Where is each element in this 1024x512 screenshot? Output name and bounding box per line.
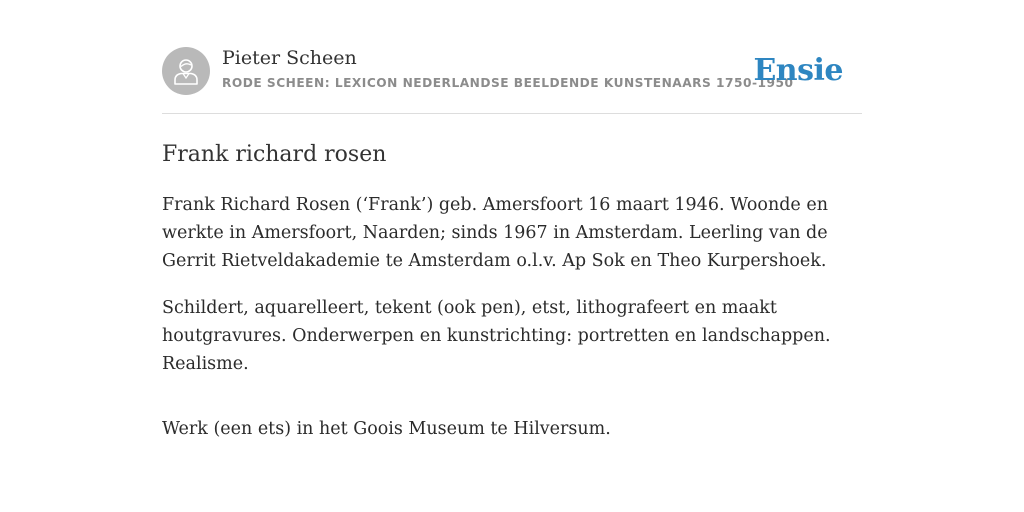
article-card bbox=[162, 46, 862, 462]
author-block bbox=[222, 46, 793, 91]
article-body bbox=[162, 191, 862, 443]
article-paragraph: Frank Richard Rosen (‘Frank’) geb. Amersfoort 16 maart 1946. Woonde en werkte in Amersfoort, Naarden; sinds 1967 in Amsterdam. Leerling van de Gerrit Rietveldakademie te Amsterdam o.l.v. Ap Sok en Theo Kurpershoek. bbox=[162, 195, 828, 271]
ensie-logo[interactable]: Ensie bbox=[753, 53, 843, 88]
source-name[interactable]: RODE SCHEEN: LEXICON NEDERLANDSE BEELDENDE KUNSTENAARS 1750-1950 bbox=[222, 76, 794, 90]
article-header bbox=[162, 46, 862, 114]
author-avatar[interactable] bbox=[162, 47, 210, 95]
article-paragraph: Werk (een ets) in het Goois Museum te Hilversum. bbox=[162, 419, 611, 439]
article-title: Frank richard rosen bbox=[162, 142, 387, 167]
article-paragraph: Schildert, aquarelleert, tekent (ook pen), etst, lithografeert en maakt houtgravures. Onderwerpen en kunstrichting: portretten en landschappen. Realisme. bbox=[162, 298, 831, 374]
user-icon bbox=[172, 56, 200, 86]
author-name[interactable]: Pieter Scheen bbox=[222, 47, 357, 69]
